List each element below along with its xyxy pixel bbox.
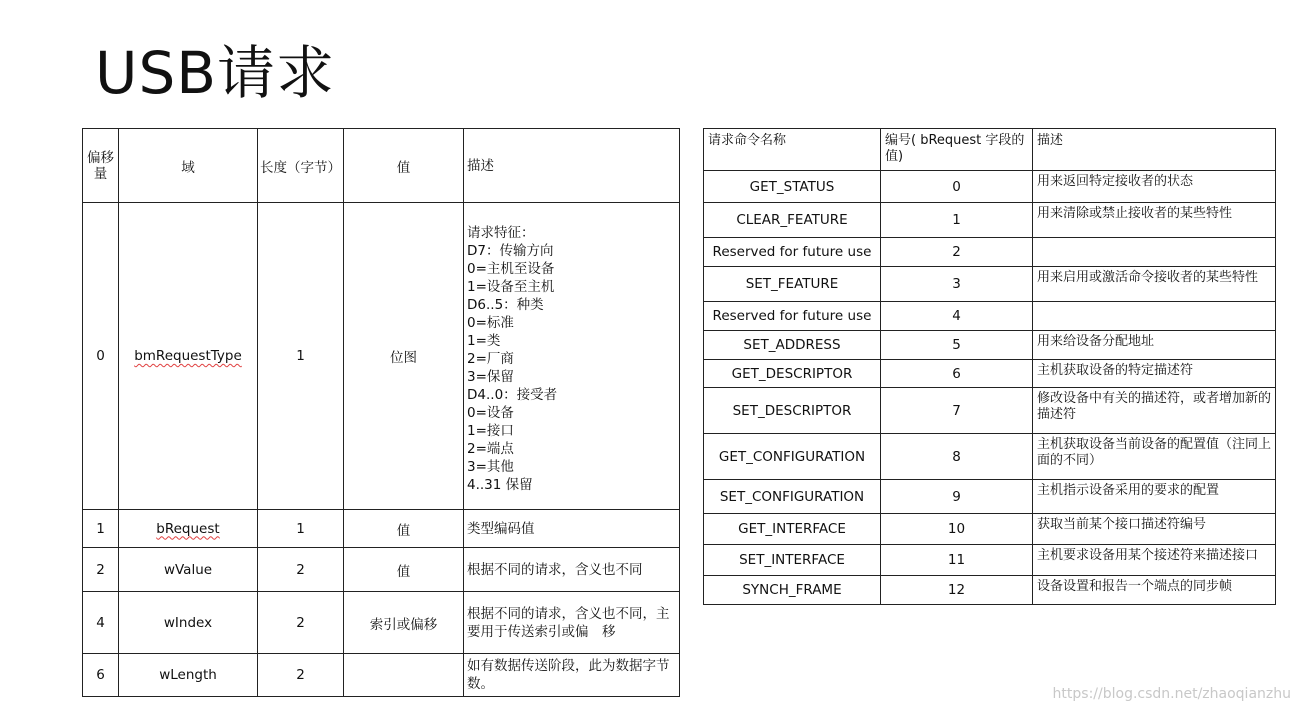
request-description-cell: 主机获取设备当前设备的配置值（注同上面的不同） [1033,434,1276,480]
request-code-cell: 11 [881,545,1033,576]
table-row [704,388,1276,434]
description-cell: 类型编码值 [464,510,680,548]
request-code-cell: 9 [881,480,1033,514]
table-row [704,360,1276,388]
description-line: 2=端点 [467,441,514,457]
description-line: 请求特征： [467,225,535,241]
request-name-cell: GET_STATUS [704,171,881,203]
request-name-cell: GET_CONFIGURATION [704,434,881,480]
request-code-cell: 10 [881,514,1033,545]
request-code-cell: 5 [881,331,1033,360]
description-line: D4..0：接受者 [467,387,558,403]
request-description-cell: 获取当前某个接口描述符编号 [1033,514,1276,545]
field-cell: wValue [119,548,258,592]
request-name-cell: SET_FEATURE [704,267,881,302]
table-row [704,331,1276,360]
request-description-cell: 主机要求设备用某个接述符来描述接口 [1033,545,1276,576]
request-code-cell: 4 [881,302,1033,331]
request-description-cell: 用来清除或禁止接收者的某些特性 [1033,203,1276,238]
field-cell [119,510,258,548]
header-value: 值 [344,129,464,203]
offset-cell: 2 [83,548,119,592]
request-code-cell: 1 [881,203,1033,238]
value-cell: 值 [344,548,464,592]
request-description-cell: 设备设置和报告一个端点的同步帧 [1033,576,1276,605]
page-title: USB请求 [95,39,336,107]
description-line: D6..5：种类 [467,297,544,313]
watermark: https://blog.csdn.net/zhaoqianzhu [1052,686,1291,702]
value-cell: 位图 [344,203,464,510]
request-name-cell: GET_INTERFACE [704,514,881,545]
description-line: 1=设备至主机 [467,279,555,295]
field-name: bmRequestType [134,348,242,364]
table-row [704,171,1276,203]
description-line: D7：传输方向 [467,243,554,259]
request-code-cell: 8 [881,434,1033,480]
description-line: 3=保留 [467,369,514,385]
request-code-cell: 12 [881,576,1033,605]
description-cell: 根据不同的请求，含义也不同，主要用于传送索引或偏 移 [464,592,680,654]
offset-cell: 0 [83,203,119,510]
request-description-cell: 修改设备中有关的描述符，或者增加新的描述符 [1033,388,1276,434]
table-row [704,302,1276,331]
header-request-name: 请求命令名称 [704,129,881,171]
length-cell: 1 [258,203,344,510]
request-code-cell: 2 [881,238,1033,267]
header-field: 域 [119,129,258,203]
description-cell [464,203,680,510]
request-name-cell: CLEAR_FEATURE [704,203,881,238]
request-name-cell: SET_CONFIGURATION [704,480,881,514]
setup-packet-table [82,128,680,697]
description-line: 1=接口 [467,423,514,439]
request-code-cell: 7 [881,388,1033,434]
request-name-cell: Reserved for future use [704,238,881,267]
length-cell: 1 [258,510,344,548]
header-description: 描述 [464,129,680,203]
table-row [83,548,680,592]
request-name-cell: Reserved for future use [704,302,881,331]
request-description-cell: 用来给设备分配地址 [1033,331,1276,360]
request-code-cell: 0 [881,171,1033,203]
length-cell: 2 [258,654,344,697]
description-line: 0=设备 [467,405,514,421]
length-cell: 2 [258,592,344,654]
request-code-cell: 3 [881,267,1033,302]
request-description-cell: 主机指示设备采用的要求的配置 [1033,480,1276,514]
description-line: 2=厂商 [467,351,514,367]
offset-cell: 6 [83,654,119,697]
offset-cell: 1 [83,510,119,548]
field-cell [119,203,258,510]
field-cell: wLength [119,654,258,697]
table-row [704,267,1276,302]
description-line: 1=类 [467,333,501,349]
length-cell: 2 [258,548,344,592]
table-row [83,592,680,654]
table-row [704,434,1276,480]
request-name-cell: SET_INTERFACE [704,545,881,576]
table-row [704,238,1276,267]
description-cell: 如有数据传送阶段，此为数据字节数。 [464,654,680,697]
table-row [83,203,680,510]
table-row [83,510,680,548]
request-name-cell: SYNCH_FRAME [704,576,881,605]
description-line: 4..31 保留 [467,477,533,493]
description-line: 0=主机至设备 [467,261,555,277]
request-code-cell: 6 [881,360,1033,388]
description-line: 3=其他 [467,459,514,475]
header-length: 长度（字节） [258,129,344,203]
request-name-cell: GET_DESCRIPTOR [704,360,881,388]
setup-table-header-row [83,129,680,203]
table-row [704,576,1276,605]
request-description-cell: 主机获取设备的特定描述符 [1033,360,1276,388]
header-request-code: 编号( bRequest 字段的值) [881,129,1033,171]
requests-table-header-row [704,129,1276,171]
description-cell: 根据不同的请求，含义也不同 [464,548,680,592]
request-name-cell: SET_ADDRESS [704,331,881,360]
value-cell [344,654,464,697]
request-name-cell: SET_DESCRIPTOR [704,388,881,434]
header-offset: 偏移量 [83,129,119,203]
request-description-cell [1033,238,1276,267]
header-request-description: 描述 [1033,129,1276,171]
request-description-cell: 用来启用或激活命令接收者的某些特性 [1033,267,1276,302]
standard-requests-table [703,128,1276,605]
description-line: 0=标准 [467,315,514,331]
value-cell: 索引或偏移 [344,592,464,654]
table-row [704,480,1276,514]
table-row [704,514,1276,545]
table-row [83,654,680,697]
field-name: bRequest [156,520,220,537]
value-cell: 值 [344,510,464,548]
request-description-cell: 用来返回特定接收者的状态 [1033,171,1276,203]
table-row [704,545,1276,576]
field-cell: wIndex [119,592,258,654]
request-description-cell [1033,302,1276,331]
table-row [704,203,1276,238]
offset-cell: 4 [83,592,119,654]
